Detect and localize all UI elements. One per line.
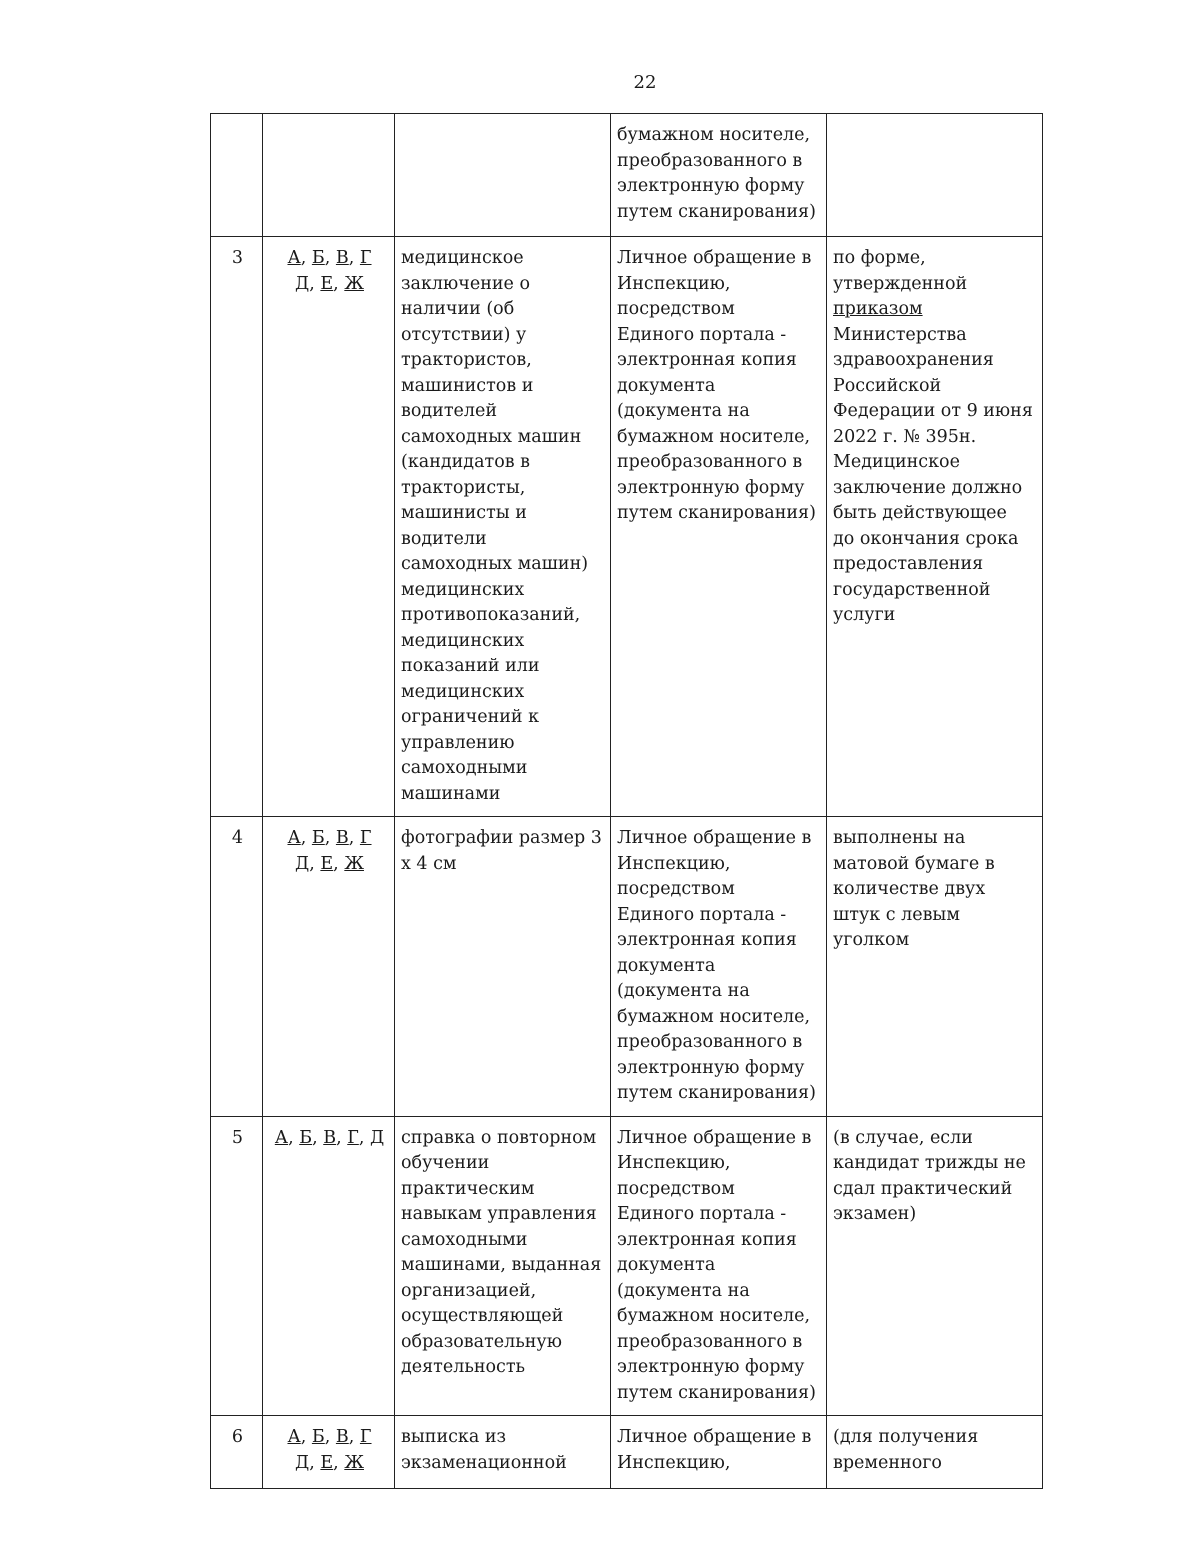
note-line: по форме, (833, 248, 926, 268)
document-line: (кандидатов в (401, 452, 530, 472)
categories-cell: А, Б, В, Г Д, Е, Ж (263, 237, 395, 817)
submission-method-line: Инспекцию, (617, 1153, 731, 1173)
submission-method-cell (611, 237, 827, 817)
note-line: государственной (833, 579, 991, 600)
note-line: 2022 г. № 395н. (833, 426, 977, 447)
submission-method-line: путем сканирования) (617, 201, 816, 222)
category-link[interactable]: Ж (344, 273, 364, 294)
submission-method-line: Личное обращение в (617, 1427, 812, 1447)
row-number-cell (211, 237, 263, 817)
submission-method-line: документа (617, 1255, 716, 1275)
submission-method-line: посредством (617, 299, 735, 319)
table-row (211, 237, 1043, 817)
document-line: самоходными (401, 758, 528, 778)
row-number-cell (211, 1116, 263, 1416)
submission-method-line: (документа на (617, 981, 750, 1001)
row-number-cell (211, 114, 263, 237)
note-line: Федерации от 9 июня (833, 401, 1033, 421)
category-link[interactable]: Б (311, 828, 325, 848)
category-link[interactable]: А (274, 1127, 289, 1148)
document-line: водители (401, 528, 487, 549)
note-line: услуги (833, 605, 896, 625)
submission-method-line: бумажном носителе, (617, 1006, 811, 1027)
document-line: образовательную (401, 1331, 562, 1352)
category-link[interactable]: А (287, 828, 301, 848)
document-line: заключение о (401, 273, 530, 294)
documents-table (210, 113, 1043, 1489)
document-line: водителей (401, 401, 498, 421)
category-link[interactable]: Ж (344, 1452, 364, 1473)
document-line: управлению (401, 732, 515, 753)
category-link[interactable]: В (335, 828, 349, 848)
submission-method-line: электронная копия (617, 350, 797, 370)
submission-method-line: Инспекцию, (617, 1452, 731, 1473)
order-link[interactable]: приказом (833, 299, 923, 319)
note-line: кандидат трижды не (833, 1153, 1026, 1173)
document-line: медицинское (401, 248, 524, 268)
document-line: самоходными (401, 1229, 528, 1250)
document-line: выписка из (401, 1427, 507, 1447)
submission-method-line: путем сканирования) (617, 1083, 816, 1103)
category-link[interactable]: Е (320, 1452, 334, 1473)
note-line: Российской (833, 375, 942, 396)
note-line: Министерства (833, 324, 967, 345)
category-link[interactable]: Д (295, 853, 310, 874)
submission-method-line: Инспекцию, (617, 273, 731, 294)
submission-method-line: Личное обращение в (617, 1127, 812, 1148)
submission-method-line: электронная копия (617, 1229, 797, 1250)
note-line: сдал практический (833, 1178, 1013, 1199)
category-link[interactable]: Г (359, 828, 372, 848)
submission-method-line: посредством (617, 879, 735, 899)
document-cell (395, 114, 611, 237)
document-line: справка о повторном (401, 1127, 597, 1148)
category-link[interactable]: Г (347, 1127, 359, 1148)
category-link[interactable]: Г (359, 248, 372, 268)
table-row (211, 114, 1043, 237)
submission-method-cell (611, 114, 827, 237)
row-number-cell (211, 817, 263, 1117)
note-cell (827, 114, 1043, 237)
submission-method-line: электронная копия (617, 930, 797, 950)
document-cell (395, 817, 611, 1117)
category-link[interactable]: А (287, 1427, 301, 1447)
submission-method-line: Личное обращение в (617, 248, 812, 268)
submission-method-line: преобразованного в (617, 1331, 803, 1352)
note-line: уголком (833, 930, 910, 950)
submission-method-line: электронную форму (617, 1057, 805, 1078)
document-line: экзаменационной (401, 1452, 567, 1473)
document-line: ограничений к (401, 707, 540, 727)
categories-cell: А, Б, В, Г Д, Е, Ж (263, 817, 395, 1117)
categories-cell: А, Б, В, Г, Д (263, 1116, 395, 1416)
document-line: осуществляющей (401, 1306, 564, 1326)
note-line: выполнены на (833, 828, 966, 848)
submission-method-line: (документа на (617, 1280, 750, 1301)
submission-method-line: документа (617, 955, 716, 976)
document-cell (395, 1416, 611, 1489)
note-line: матовой бумаге в (833, 853, 995, 874)
document-line: трактористов, (401, 350, 532, 370)
submission-method-cell (611, 1416, 827, 1489)
submission-method-line: Единого портала - (617, 1204, 787, 1224)
submission-method-line: электронную форму (617, 1357, 805, 1377)
document-line: наличии (об (401, 299, 515, 319)
submission-method-line: электронную форму (617, 176, 805, 196)
note-line: (для получения (833, 1427, 979, 1447)
note-line: временного (833, 1452, 942, 1473)
document-line: х 4 см (401, 853, 457, 874)
row-number: 4 (231, 828, 244, 848)
document-line: навыкам управления (401, 1204, 597, 1224)
document-line: машинами (401, 783, 501, 804)
note-line: до окончания срока (833, 528, 1019, 549)
note-line: предоставления (833, 554, 984, 574)
submission-method-line: электронную форму (617, 477, 805, 498)
category-link[interactable]: Д (295, 1452, 310, 1473)
document-line: машинисты и (401, 503, 527, 523)
submission-method-line: Единого портала - (617, 904, 787, 925)
submission-method-line: бумажном носителе, (617, 426, 811, 447)
document-line: обучении (401, 1153, 490, 1173)
row-number: 6 (231, 1427, 244, 1447)
document-line: самоходных машин (401, 426, 582, 447)
submission-method-line: посредством (617, 1178, 735, 1199)
submission-method-line: бумажном носителе, (617, 125, 811, 145)
document-line: показаний или (401, 656, 540, 676)
document-cell (395, 237, 611, 817)
note-line: быть действующее (833, 503, 1007, 523)
table-row (211, 817, 1043, 1117)
note-line: здравоохранения (833, 350, 994, 370)
submission-method-cell (611, 1116, 827, 1416)
document-cell (395, 1116, 611, 1416)
submission-method-line: Единого портала - (617, 324, 787, 345)
document-line: машинистов и (401, 375, 534, 396)
category-link[interactable]: Е (320, 273, 334, 294)
note-cell (827, 237, 1043, 817)
row-number: 3 (231, 248, 244, 268)
document-line: машинами, выданная (401, 1255, 602, 1275)
document-line: медицинских (401, 630, 525, 651)
category-link[interactable]: Д (369, 1127, 385, 1148)
document-line: фотографии размер 3 (401, 828, 602, 848)
note-line: утвержденной (833, 273, 968, 294)
submission-method-cell (611, 817, 827, 1117)
document-line: медицинских (401, 579, 525, 600)
document-line: практическим (401, 1178, 535, 1199)
submission-method-line: бумажном носителе, (617, 1306, 811, 1326)
document-line: деятельность (401, 1357, 526, 1377)
submission-method-line: путем сканирования) (617, 503, 816, 523)
category-link[interactable]: Ж (344, 853, 364, 874)
category-link[interactable]: Б (311, 248, 325, 268)
category-link[interactable]: Е (320, 853, 334, 874)
note-line: количестве двух (833, 879, 986, 899)
note-cell (827, 1416, 1043, 1489)
categories-cell: А, Б, В, Г Д, Е, Ж (263, 1416, 395, 1489)
document-line: отсутствии) у (401, 324, 527, 345)
note-line: Медицинское (833, 452, 960, 472)
document-line: трактористы, (401, 477, 526, 498)
category-link[interactable]: Г (359, 1427, 372, 1447)
document-line: организацией, (401, 1280, 537, 1301)
row-number: 5 (231, 1127, 244, 1148)
category-link[interactable]: А (287, 248, 301, 268)
submission-method-line: Личное обращение в (617, 828, 812, 848)
note-cell (827, 1116, 1043, 1416)
category-link[interactable]: В (323, 1127, 337, 1148)
category-link[interactable]: В (335, 1427, 349, 1447)
category-link[interactable]: Б (311, 1427, 325, 1447)
submission-method-line: путем сканирования) (617, 1382, 816, 1403)
table-row (211, 1416, 1043, 1489)
note-line: заключение должно (833, 477, 1023, 498)
submission-method-line: преобразованного в (617, 150, 803, 171)
category-link[interactable]: Б (299, 1127, 313, 1148)
page-number: 22 (633, 72, 657, 93)
note-cell (827, 817, 1043, 1117)
submission-method-line: преобразованного в (617, 452, 803, 472)
submission-method-line: преобразованного в (617, 1032, 803, 1052)
document-line: противопоказаний, (401, 605, 581, 625)
submission-method-line: (документа на (617, 401, 750, 421)
category-link[interactable]: Д (295, 273, 310, 294)
categories-cell (263, 114, 395, 237)
submission-method-line: Инспекцию, (617, 853, 731, 874)
submission-method-line: документа (617, 375, 716, 396)
table-row (211, 1116, 1043, 1416)
category-link[interactable]: В (335, 248, 349, 268)
note-line: (в случае, если (833, 1127, 973, 1148)
row-number-cell (211, 1416, 263, 1489)
document-line: самоходных машин) (401, 554, 589, 574)
note-line: экзамен) (833, 1204, 917, 1224)
note-line: штук с левым (833, 904, 960, 925)
document-line: медицинских (401, 681, 525, 702)
